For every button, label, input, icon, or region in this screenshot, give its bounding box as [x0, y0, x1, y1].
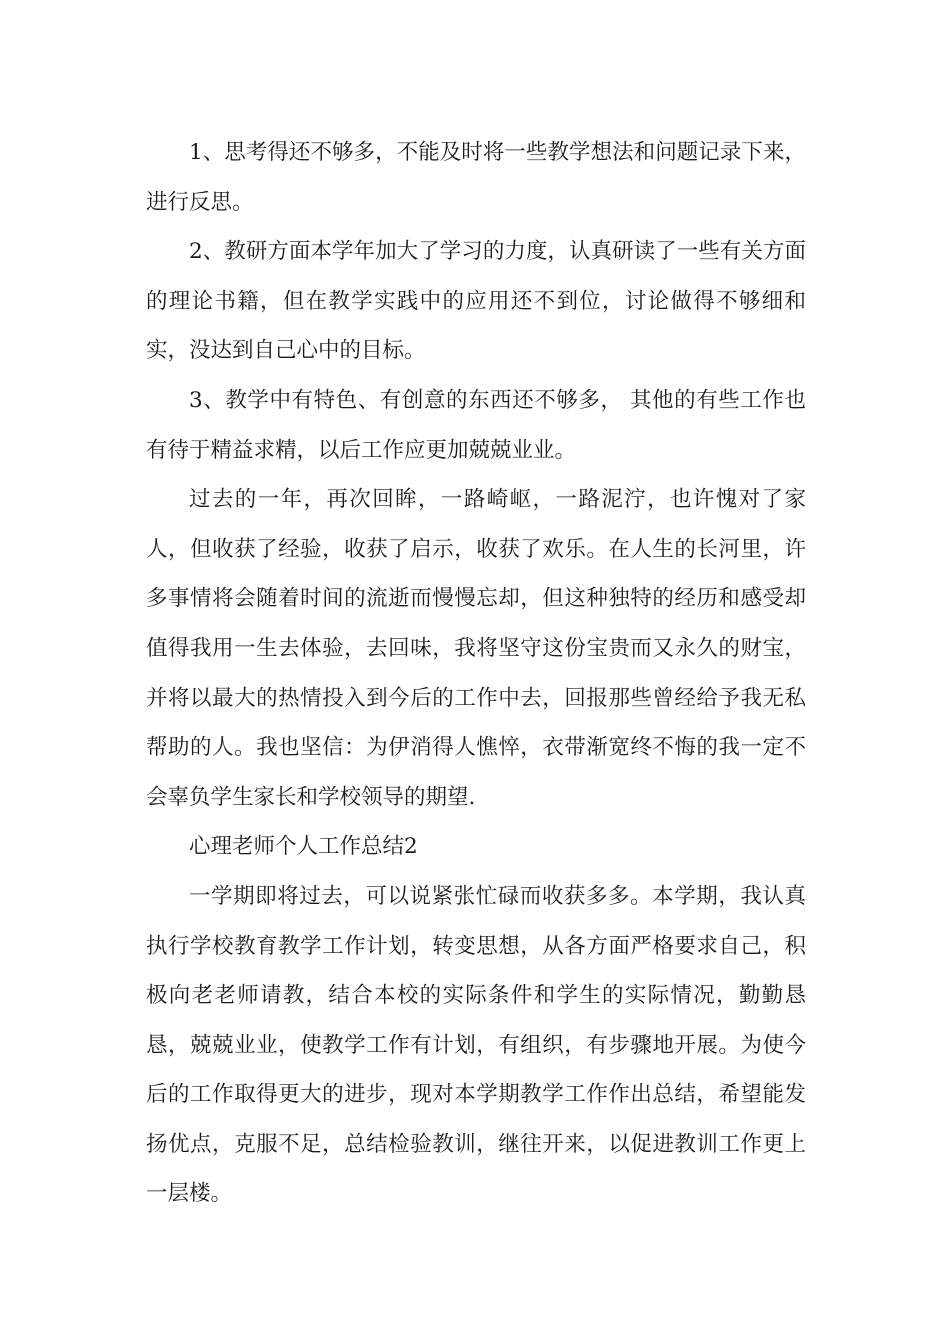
document-body	[146, 128, 806, 1219]
paragraph-reflection-2: 2、教研方面本学年加大了学习的力度，认真研读了一些有关方面的理论书籍，但在教学实践中的应用还不到位，讨论做得不够细和实，没达到自己心中的目标。	[146, 239, 806, 364]
paragraph-reflection-1: 1、思考得还不够多，不能及时将一些教学想法和问题记录下来，进行反思。	[146, 140, 806, 215]
paragraph-year-review: 过去的一年，再次回眸，一路崎岖，一路泥泞，也许愧对了家人，但收获了经验，收获了启示，收获了欢乐。在人生的长河里，许多事情将会随着时间的流逝而慢慢忘却，但这种独特的经历和感受却值得我用一生去体验，去回味，我将坚守这份宝贵而又永久的财宝，并将以最大的热情投入到今后的工作中去，回报那些曾经给予我无私帮助的人。我也坚信：为伊消得人憔悴，衣带渐宽终不悔的我一定不会辜负学生家长和学校领导的期望.	[146, 487, 806, 810]
paragraph-reflection-3: 3、教学中有特色、有创意的东西还不够多， 其他的有些工作也有待于精益求精，以后工作应更加兢兢业业。	[146, 387, 806, 463]
paragraph-semester-summary: 一学期即将过去，可以说紧张忙碌而收获多多。本学期，我认真执行学校教育教学工作计划，转变思想，从各方面严格要求自己，积极向老老师请教，结合本校的实际条件和学生的实际情况，勤勤恳恳，兢兢业业，使教学工作有计划，有组织，有步骤地开展。为使今后的工作取得更大的进步，现对本学期教学工作作出总结，希望能发扬优点，克服不足，总结检验教训，继往开来，以促进教训工作更上一层楼。	[146, 883, 806, 1207]
section-heading: 心理老师个人工作总结2	[189, 834, 418, 860]
